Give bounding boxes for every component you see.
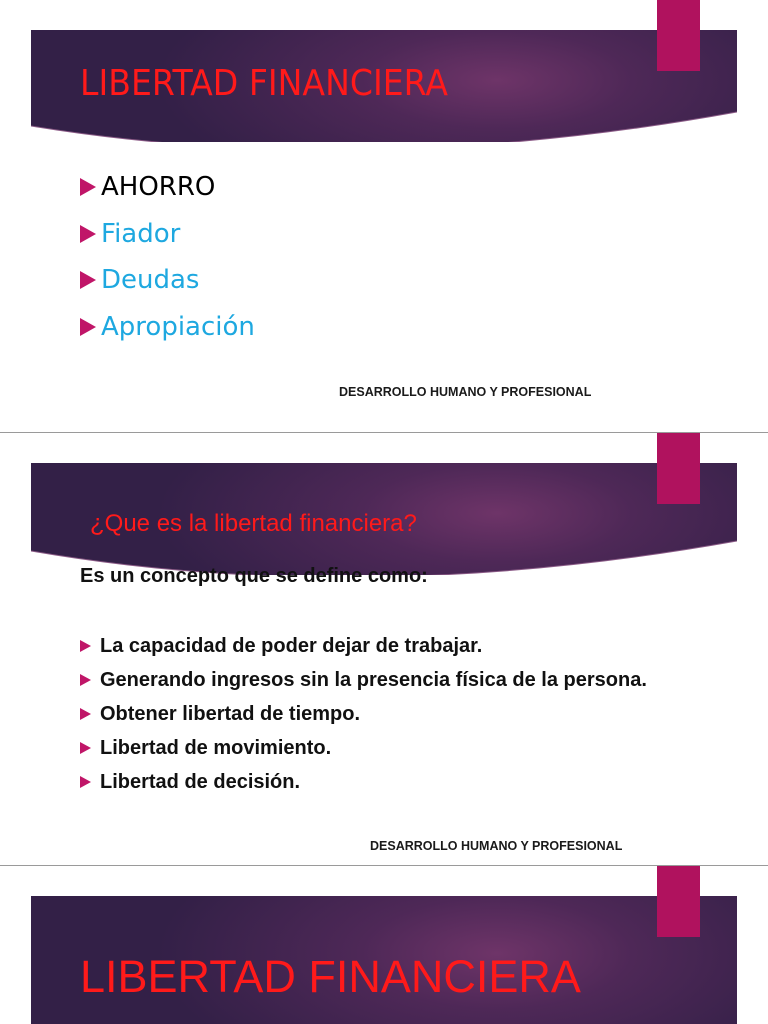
bullet-text: Fiador xyxy=(101,218,181,249)
triangle-bullet-icon xyxy=(80,318,96,336)
slide-footer: DESARROLLO HUMANO Y PROFESIONAL xyxy=(339,385,592,399)
bullet-text: AHORRO xyxy=(101,172,216,202)
triangle-bullet-icon xyxy=(80,742,91,754)
definition-list xyxy=(80,633,705,803)
slide-title: LIBERTAD FINANCIERA xyxy=(80,63,448,104)
slide-title: ¿Que es la libertad financiera? xyxy=(90,510,417,537)
bullet-text: Deudas xyxy=(101,265,200,295)
list-item xyxy=(80,735,705,761)
list-item xyxy=(80,769,705,795)
slide-1 xyxy=(0,0,768,432)
bullet-text: Apropiación xyxy=(101,311,255,342)
bullet-text: Libertad de movimiento. xyxy=(100,737,332,759)
accent-tab xyxy=(657,433,700,504)
list-item xyxy=(80,164,255,211)
topic-list xyxy=(80,164,255,350)
accent-tab xyxy=(657,0,700,71)
list-item xyxy=(80,667,705,693)
bullet-text: Generando ingresos sin la presencia física de la persona. xyxy=(100,669,647,691)
accent-tab xyxy=(657,866,700,937)
list-item xyxy=(80,304,255,351)
bullet-text: La capacidad de poder dejar de trabajar. xyxy=(100,635,483,657)
bullet-text: Libertad de decisión. xyxy=(100,771,301,793)
triangle-bullet-icon xyxy=(80,776,91,788)
list-item xyxy=(80,211,255,258)
list-item xyxy=(80,633,705,659)
slide-2 xyxy=(0,433,768,865)
triangle-bullet-icon xyxy=(80,225,96,243)
triangle-bullet-icon xyxy=(80,708,91,720)
intro-text: Es un concepto que se define como: xyxy=(80,565,428,587)
triangle-bullet-icon xyxy=(80,674,91,686)
slide-title: LIBERTAD FINANCIERA xyxy=(80,951,581,1002)
slide-3 xyxy=(0,866,768,1024)
triangle-bullet-icon xyxy=(80,178,96,196)
list-item xyxy=(80,257,255,304)
bullet-text: Obtener libertad de tiempo. xyxy=(100,703,361,725)
slide-footer: DESARROLLO HUMANO Y PROFESIONAL xyxy=(370,839,623,853)
list-item xyxy=(80,701,705,727)
triangle-bullet-icon xyxy=(80,271,96,289)
triangle-bullet-icon xyxy=(80,640,91,652)
